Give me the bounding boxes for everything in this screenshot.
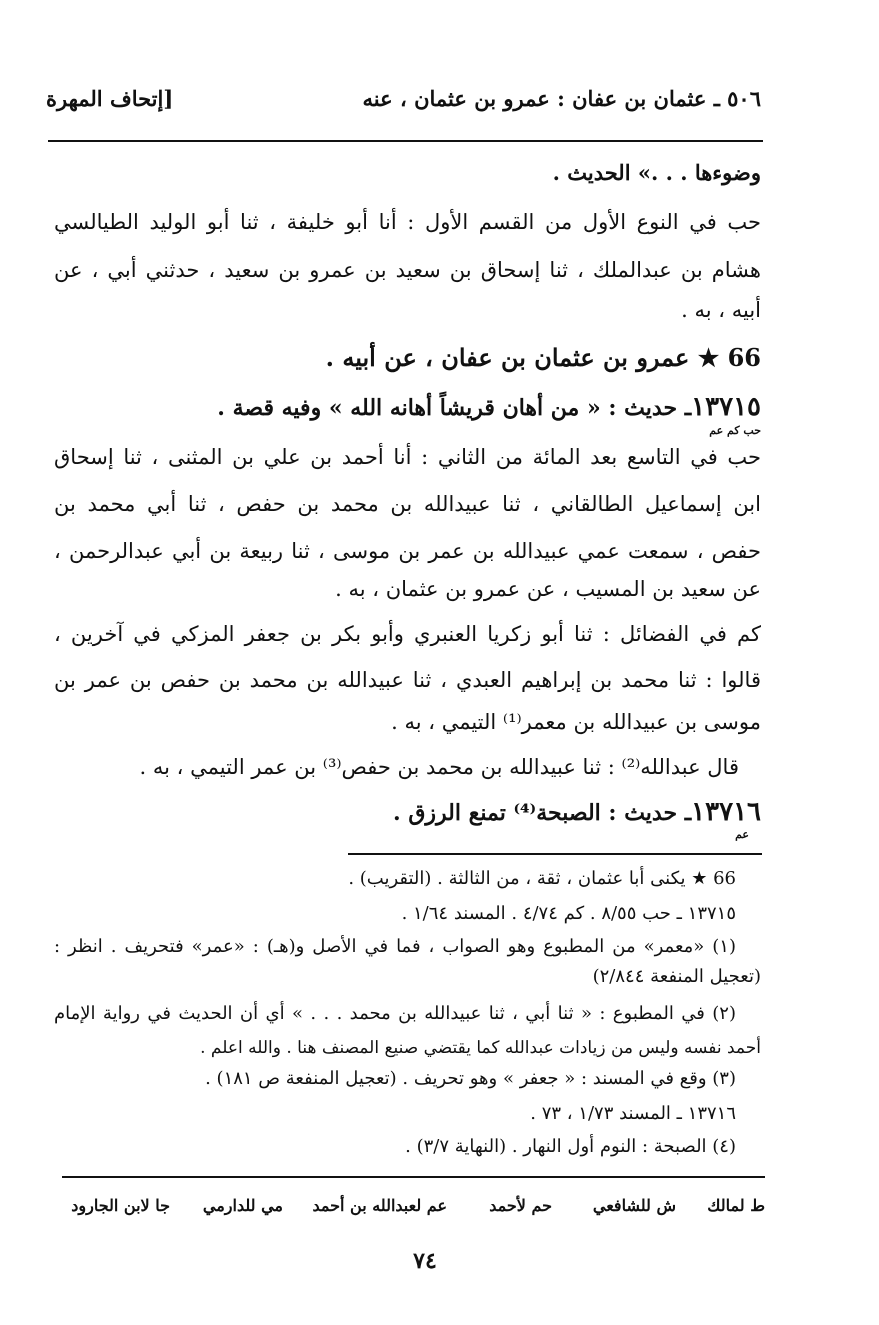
running-header-title: ٥٠٦ ـ عثمان بن عفان : عمرو بن عثمان ، عنه [362, 86, 761, 111]
footnote-rule [348, 853, 762, 855]
page-number: ٧٤ [413, 1248, 437, 1274]
footnote-1-line2: (تعجيل المنفعة ٢/٨٤٤) [592, 966, 761, 987]
hadith-text: ـ حديث : « من أهان قريشاً أهانه الله » وفيه قصة . [217, 395, 692, 421]
hadith-13715-heading [217, 392, 761, 422]
para3-line3: موسى بن عبيدالله بن معمر⁽¹⁾ التيمي ، به . [391, 710, 761, 734]
para3-line1: كم في الفضائل : ثنا أبو زكريا العنبري وأبو بكر بن جعفر المزكي في آخرين ، [54, 622, 761, 646]
para2-line3: حفص ، سمعت عمي عبيدالله بن عمر بن موسى ، ثنا ربيعة بن أبي عبدالرحمن ، [54, 539, 761, 563]
hadith-number: ١٣٧١٦ [691, 797, 761, 827]
header-rule [48, 140, 763, 142]
running-header-book: [إتحاف المهرة [46, 86, 174, 111]
footnote-bio: 66 ★ يكنى أبا عثمان ، ثقة ، من الثالثة . (التقريب) . [348, 868, 736, 889]
footnote-4: (٤) الصبحة : النوم أول النهار . (النهاية ٣/٧) . [405, 1136, 736, 1157]
section-heading: 66 ★ عمرو بن عثمان بن عفان ، عن أبيه . [325, 343, 761, 372]
para2-line1: حب في التاسع بعد المائة من الثاني : أنا أحمد بن علي بن المثنى ، ثنا إسحاق [54, 445, 761, 469]
footnote-1-line1: (١) «معمر» من المطبوع وهو الصواب ، فما في الأصل و(هـ) : «عمر» فتحريف . انظر : [54, 936, 736, 957]
continuation-line: وضوءها . . .» الحديث . [552, 160, 761, 185]
footnote-2-line1: (٢) في المطبوع : « ثنا أبي ، ثنا عبيدالله بن محمد . . . » أي أن الحديث في رواية الإمام [54, 1003, 736, 1024]
legend-item: مي للدارمي [202, 1196, 283, 1215]
legend-item: ط لمالك [707, 1196, 765, 1215]
footnote-2-line2: أحمد نفسه وليس من زيادات عبدالله كما يقتضي صنيع المصنف هنا . والله اعلم . [200, 1038, 761, 1058]
para1-line2: هشام بن عبدالملك ، ثنا إسحاق بن سعيد بن عمرو بن سعيد ، حدثني أبي ، عن [54, 258, 761, 282]
para2-line2: ابن إسماعيل الطالقاني ، ثنا عبيدالله بن محمد بن حفص ، ثنا أبي محمد بن [54, 492, 761, 516]
hadith-number: ١٣٧١٥ [691, 392, 761, 422]
hadith-text: ـ حديث : الصبحة⁽⁴⁾ تمنع الرزق . [393, 800, 692, 826]
legend-item: ش للشافعي [592, 1196, 676, 1215]
legend-rule [62, 1176, 765, 1178]
para4: قال عبدالله⁽²⁾ : ثنا عبيدالله بن محمد بن حفص⁽³⁾ بن عمر التيمي ، به . [139, 755, 739, 779]
legend-item: جا لابن الجارود [71, 1196, 170, 1215]
footnote-3: (٣) وقع في المسند : « جعفر » وهو تحريف . (تعجيل المنفعة ص ١٨١) . [205, 1068, 736, 1089]
para1-line1: حب في النوع الأول من القسم الأول : أنا أبو خليفة ، ثنا أبو الوليد الطيالسي [54, 210, 761, 234]
legend-item: عم لعبدالله بن أحمد [312, 1196, 447, 1215]
para1-line3: أبيه ، به . [681, 298, 761, 322]
hadith-13716-heading [393, 797, 761, 827]
para3-line2: قالوا : ثنا محمد بن إبراهيم العبدي ، ثنا عبيدالله بن محمد بن حفص بن عمر بن [54, 668, 761, 692]
footnote-sources-13716: ١٣٧١٦ ـ المسند ١/٧٣ ، ٧٣ . [530, 1103, 736, 1124]
hadith-13715-sources: حب كم عم [709, 424, 761, 437]
hadith-13716-sources: عم [735, 828, 749, 841]
legend-item: حم لأحمد [489, 1196, 552, 1215]
para2-line4: عن سعيد بن المسيب ، عن عمرو بن عثمان ، به . [335, 577, 761, 601]
footnote-sources-13715: ١٣٧١٥ ـ حب ٨/٥٥ . كم ٤/٧٤ . المسند ١/٦٤ . [401, 903, 736, 924]
